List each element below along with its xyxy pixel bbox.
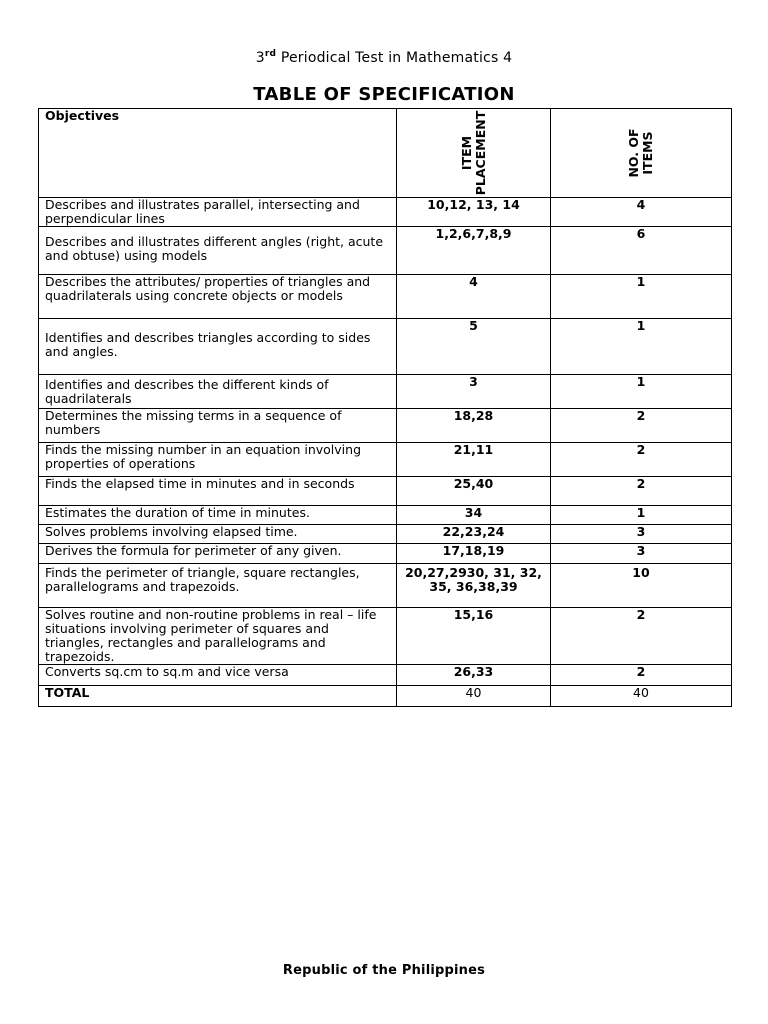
subtitle-text: Periodical Test in Mathematics 4 <box>276 50 513 66</box>
item-placement-cell: 15,16 <box>397 608 551 665</box>
item-count-cell: 10 <box>551 564 732 608</box>
item-count-cell: 2 <box>551 608 732 665</box>
table-row <box>39 608 732 665</box>
table-row <box>39 544 732 564</box>
table-row <box>39 319 732 375</box>
objective-cell: Determines the missing terms in a sequence of numbers <box>39 409 397 443</box>
item-count-cell: 2 <box>551 477 732 506</box>
objective-cell: Identifies and describes triangles according to sides and angles. <box>39 319 397 375</box>
item-placement-cell: 25,40 <box>397 477 551 506</box>
item-count-cell: 4 <box>551 198 732 227</box>
item-count-cell: 2 <box>551 443 732 477</box>
item-count-cell: 3 <box>551 525 732 544</box>
objective-cell: Describes and illustrates different angles (right, acute and obtuse) using models <box>39 227 397 275</box>
item-count-cell: 2 <box>551 665 732 686</box>
total-placement-cell: 40 <box>397 686 551 707</box>
objective-cell: Estimates the duration of time in minutes. <box>39 506 397 525</box>
objective-cell: Describes and illustrates parallel, intersecting and perpendicular lines <box>39 198 397 227</box>
item-placement-cell: 17,18,19 <box>397 544 551 564</box>
total-row <box>39 686 732 707</box>
objective-cell: Solves problems involving elapsed time. <box>39 525 397 544</box>
item-placement-cell: 26,33 <box>397 665 551 686</box>
item-count-cell: 3 <box>551 544 732 564</box>
table-row <box>39 275 732 319</box>
total-label: TOTAL <box>39 686 397 707</box>
item-count-cell: 6 <box>551 227 732 275</box>
item-placement-cell: 4 <box>397 275 551 319</box>
column-header-item-placement <box>397 109 551 198</box>
item-count-cell: 1 <box>551 319 732 375</box>
column-header-no-of-items-label: NO. OF ITEMS <box>626 128 655 178</box>
page-title: TABLE OF SPECIFICATION <box>253 84 515 105</box>
table-row <box>39 525 732 544</box>
table-row <box>39 227 732 275</box>
objective-cell: Finds the elapsed time in minutes and in seconds <box>39 477 397 506</box>
objective-cell: Converts sq.cm to sq.m and vice versa <box>39 665 397 686</box>
table-row <box>39 375 732 409</box>
ordinal-suffix: rd <box>264 49 277 59</box>
item-placement-cell: 3 <box>397 375 551 409</box>
specification-table <box>38 108 732 707</box>
item-placement-cell: 34 <box>397 506 551 525</box>
item-placement-cell: 20,27,2930, 31, 32, 35, 36,38,39 <box>397 564 551 608</box>
objective-cell: Describes the attributes/ properties of triangles and quadrilaterals using concrete objects or models <box>39 275 397 319</box>
column-header-objectives: Objectives <box>39 109 397 198</box>
item-placement-cell: 21,11 <box>397 443 551 477</box>
table-header-row <box>39 109 732 198</box>
table-row <box>39 506 732 525</box>
item-count-cell: 1 <box>551 275 732 319</box>
table-row <box>39 564 732 608</box>
footer-text: Republic of the Philippines <box>282 963 486 978</box>
column-header-no-of-items <box>551 109 732 198</box>
item-placement-cell: 10,12, 13, 14 <box>397 198 551 227</box>
item-placement-cell: 5 <box>397 319 551 375</box>
objective-cell: Derives the formula for perimeter of any given. <box>39 544 397 564</box>
table-row <box>39 443 732 477</box>
table-row <box>39 665 732 686</box>
test-subtitle <box>0 49 768 66</box>
item-count-cell: 1 <box>551 506 732 525</box>
table-row <box>39 409 732 443</box>
item-placement-cell: 1,2,6,7,8,9 <box>397 227 551 275</box>
objective-cell: Finds the missing number in an equation involving properties of operations <box>39 443 397 477</box>
objective-cell: Identifies and describes the different kinds of quadrilaterals <box>39 375 397 409</box>
item-placement-cell: 18,28 <box>397 409 551 443</box>
table-row <box>39 477 732 506</box>
objective-cell: Solves routine and non-routine problems in real – life situations involving perimeter of squares and triangles, rectangles and parallelograms and trapezoids. <box>39 608 397 665</box>
item-count-cell: 1 <box>551 375 732 409</box>
item-count-cell: 2 <box>551 409 732 443</box>
objective-cell: Finds the perimeter of triangle, square rectangles, parallelograms and trapezoids. <box>39 564 397 608</box>
item-placement-cell: 22,23,24 <box>397 525 551 544</box>
table-row <box>39 198 732 227</box>
ordinal-number: 3 <box>255 50 265 66</box>
total-items-cell: 40 <box>551 686 732 707</box>
column-header-item-placement-label: ITEM PLACEMENT <box>458 110 488 196</box>
